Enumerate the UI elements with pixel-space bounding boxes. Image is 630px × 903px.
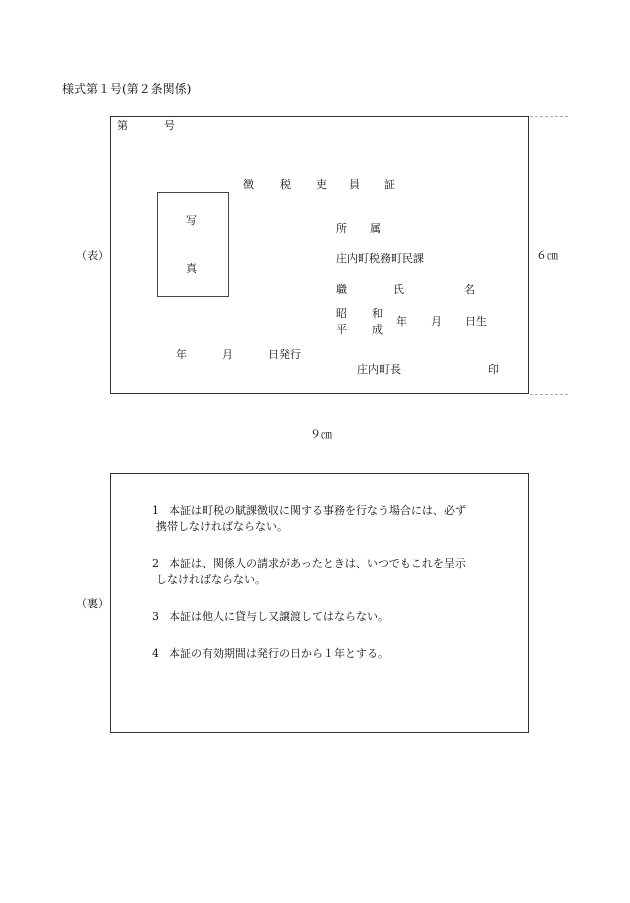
issue-day: 日発行 bbox=[268, 348, 301, 361]
name-label-1: 氏 bbox=[393, 283, 404, 296]
back-side-label: （裏） bbox=[76, 597, 109, 610]
seal-mark: 印 bbox=[488, 363, 499, 376]
name-label-2: 名 bbox=[464, 283, 475, 296]
affiliation-value: 庄内町税務町民課 bbox=[336, 252, 424, 265]
era-showa-1: 昭 bbox=[336, 307, 347, 320]
birth-day: 日生 bbox=[465, 315, 487, 328]
front-side-label: （表） bbox=[76, 249, 109, 262]
photo-label-top: 写 bbox=[186, 214, 197, 227]
issuer: 庄内町長 bbox=[357, 363, 401, 376]
form-title: 様式第１号(第２条関係) bbox=[62, 82, 192, 96]
era-showa-2: 和 bbox=[372, 307, 383, 320]
height-guide-top bbox=[530, 116, 568, 117]
height-guide-bottom bbox=[530, 394, 568, 395]
job-label: 職 bbox=[336, 283, 347, 296]
era-heisei-1: 平 bbox=[336, 323, 347, 336]
affiliation-label-2: 属 bbox=[370, 222, 381, 235]
affiliation-label-1: 所 bbox=[336, 222, 347, 235]
number-go: 号 bbox=[164, 119, 175, 132]
height-note: ６㎝ bbox=[536, 249, 558, 262]
issue-month: 月 bbox=[222, 348, 233, 361]
photo-label-bottom: 真 bbox=[186, 262, 197, 275]
issue-year: 年 bbox=[176, 348, 187, 361]
era-heisei-2: 成 bbox=[372, 323, 383, 336]
number-dai: 第 bbox=[117, 119, 128, 132]
birth-year: 年 bbox=[396, 315, 407, 328]
width-note: ９㎝ bbox=[310, 428, 332, 441]
photo-frame bbox=[157, 192, 229, 297]
birth-month: 月 bbox=[431, 315, 442, 328]
